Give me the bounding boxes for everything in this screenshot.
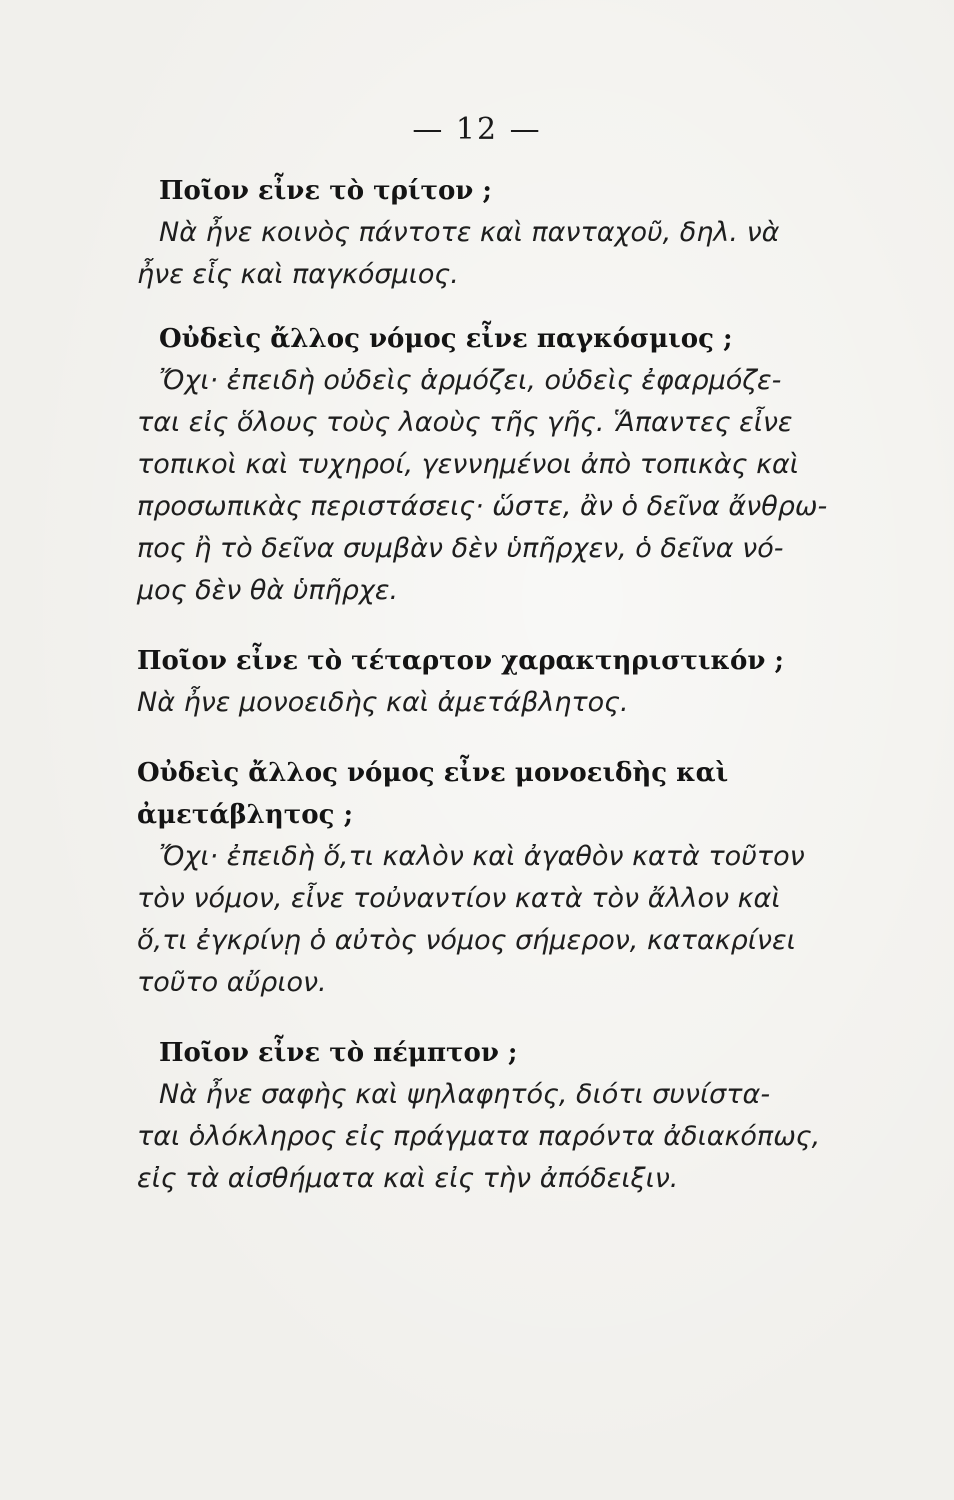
- answer-line: μος δὲν θὰ ὑπῆρχε.: [137, 575, 399, 606]
- answer-paragraph: [137, 212, 797, 296]
- answer-line: πος ἢ τὸ δεῖνα συμβὰν δὲν ὑπῆρχεν, ὁ δεῖνα νό-: [137, 533, 784, 564]
- answer-line: Ὄχι· ἐπειδὴ οὐδεὶς ἁρμόζει, οὐδεὶς ἐφαρμόζε-: [159, 365, 782, 396]
- page-text: [137, 170, 828, 1200]
- answer-line: ὅ,τι ἐγκρίνῃ ὁ αὐτὸς νόμος σήμερον, κατακρίνει: [137, 925, 796, 956]
- question-heading: Οὐδεὶς ἄλλος νόμος εἶνε παγκόσμιος ;: [159, 324, 733, 354]
- answer-paragraph: [137, 682, 797, 724]
- answer-line: Νὰ ἦνε σαφὴς καὶ ψηλαφητός, διότι συνίστα-: [159, 1079, 771, 1110]
- section-fifth: [137, 1032, 821, 1200]
- answer-line: Νὰ ἦνε κοινὸς πάντοτε καὶ πανταχοῦ, δηλ. νὰ: [159, 217, 780, 248]
- section-uniform: [137, 752, 805, 1004]
- question-line: ἀμετάβλητος ;: [137, 800, 354, 830]
- answer-line: προσωπικὰς περιστάσεις· ὥστε, ἂν ὁ δεῖνα ἄνθρω-: [137, 491, 828, 522]
- question-heading: Ποῖον εἶνε τὸ πέμπτον ;: [159, 1038, 518, 1068]
- page-number: — 12 —: [412, 112, 542, 147]
- answer-paragraph: [137, 360, 828, 612]
- answer-line: ται ὁλόκληρος εἰς πράγματα παρόντα ἀδιακόπως,: [137, 1121, 821, 1152]
- answer-paragraph: [137, 836, 805, 1004]
- section-universal: [137, 318, 828, 612]
- question-line: Οὐδεὶς ἄλλος νόμος εἶνε μονοειδὴς καὶ: [137, 758, 729, 788]
- question-heading: Ποῖον εἶνε τὸ τρίτον ;: [159, 176, 492, 206]
- answer-line: Ὄχι· ἐπειδὴ ὅ,τι καλὸν καὶ ἀγαθὸν κατὰ τοῦτον: [159, 841, 805, 872]
- section-fourth: [137, 640, 797, 724]
- answer-line: ἦνε εἷς καὶ παγκόσμιος.: [137, 259, 459, 290]
- answer-line: Νὰ ἦνε μονοειδὴς καὶ ἀμετάβλητος.: [137, 687, 629, 718]
- answer-line: τὸν νόμον, εἶνε τοὐναντίον κατὰ τὸν ἄλλον καὶ: [137, 883, 781, 914]
- answer-line: τοῦτο αὔριον.: [137, 967, 327, 998]
- question-heading: [137, 752, 797, 836]
- answer-line: εἰς τὰ αἰσθήματα καὶ εἰς τὴν ἀπόδειξιν.: [137, 1163, 679, 1194]
- question-heading: Ποῖον εἶνε τὸ τέταρτον χαρακτηριστικόν ;: [137, 646, 785, 676]
- answer-line: ται εἰς ὅλους τοὺς λαοὺς τῆς γῆς. Ἅπαντες εἶνε: [137, 407, 793, 438]
- section-third: [137, 170, 797, 296]
- answer-paragraph: [137, 1074, 821, 1200]
- answer-line: τοπικοὶ καὶ τυχηροί, γεννημένοι ἀπὸ τοπικὰς καὶ: [137, 449, 799, 480]
